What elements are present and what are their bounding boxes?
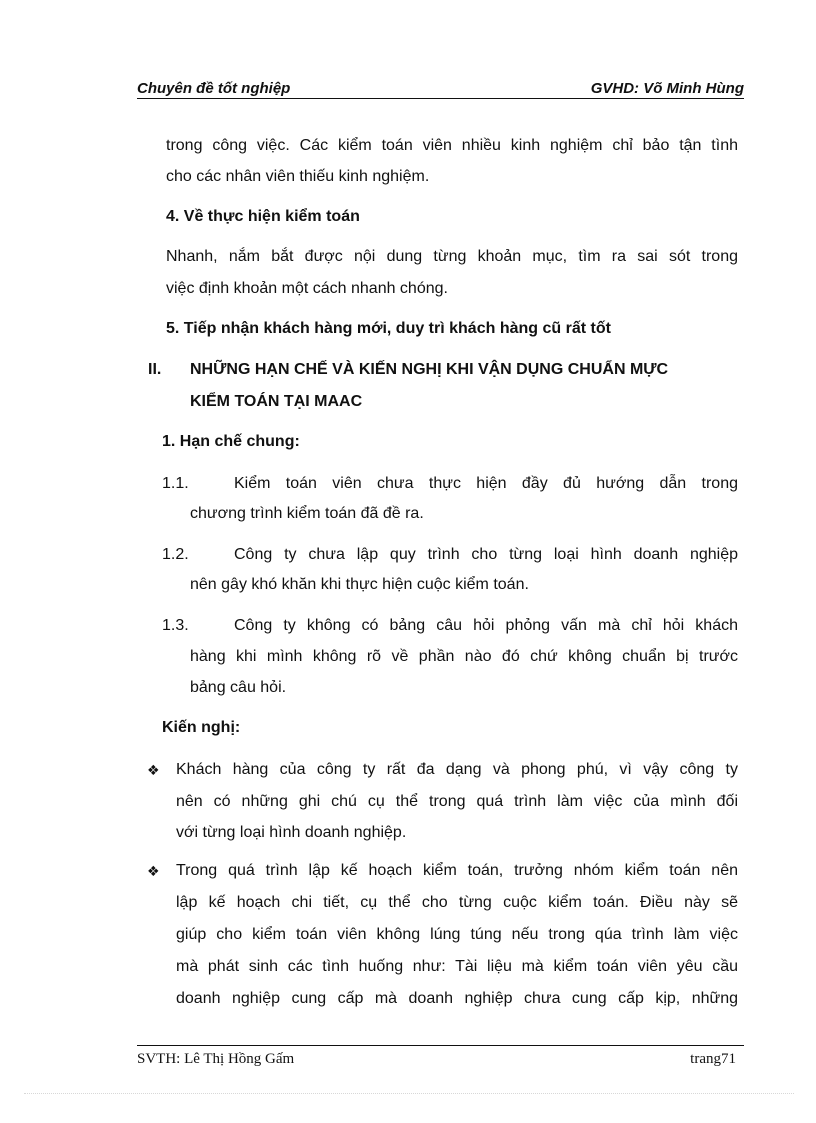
section-number: II. [148,361,162,378]
paragraph-line: trong công việc. Các kiểm toán viên nhiều kinh nghiệm chỉ bảo tận tình [166,137,738,154]
item-line: Công ty không có bảng câu hỏi phỏng vấn mà chỉ hỏi khách [234,617,738,634]
bullet-line: nên có những ghi chú cụ thể trong quá trình làm việc của mình đối [176,793,738,810]
bullet-line: với từng loại hình doanh nghiệp. [176,824,407,841]
bullet-line: Khách hàng của công ty rất đa dạng và phong phú, vì vậy công ty [176,761,738,778]
recommendations-heading: Kiến nghị: [162,719,241,736]
item-line: hàng khi mình không rõ về phần nào đó chứ không chuẩn bị trước [190,648,738,665]
paragraph-line: Nhanh, nắm bắt được nội dung từng khoản mục, tìm ra sai sót trong [166,248,738,265]
bullet-line: doanh nghiệp cung cấp mà doanh nghiệp chưa cung cấp kịp, những [176,990,738,1007]
section-heading: KIỂM TOÁN TẠI MAAC [190,393,363,410]
header-advisor: GVHD: Võ Minh Hùng [590,80,744,97]
page-number: trang71 [690,1051,736,1067]
page-header [137,79,744,99]
diamond-star-icon: ❖ [147,762,160,778]
subheading-4: 4. Về thực hiện kiểm toán [166,208,360,225]
footer-author: SVTH: Lê Thị Hồng Gấm [137,1051,295,1067]
item-line: Kiểm toán viên chưa thực hiện đầy đủ hướng dẫn trong [234,475,738,492]
page-footer [137,1045,744,1072]
bullet-line: Trong quá trình lập kế hoạch kiểm toán, trưởng nhóm kiểm toán nên [176,862,738,879]
subheading-5: 5. Tiếp nhận khách hàng mới, duy trì khách hàng cũ rất tốt [166,320,611,337]
item-line: Công ty chưa lập quy trình cho từng loại hình doanh nghiệp [234,546,738,563]
bullet-line: lập kế hoạch chi tiết, cụ thể cho từng cuộc kiểm toán. Điều này sẽ [176,894,738,911]
item-line: bảng câu hỏi. [190,679,287,696]
paragraph-line: cho các nhân viên thiếu kinh nghiệm. [166,168,430,185]
bullet-line: giúp cho kiểm toán viên không lúng túng nếu trong qúa trình làm việc [176,926,738,943]
subheading-1: 1. Hạn chế chung: [162,433,300,450]
diamond-star-icon: ❖ [147,863,160,879]
bullet-line: mà phát sinh các tình huống như: Tài liệu mà kiểm toán viên yêu cầu [176,958,738,975]
page-border-dotted [24,1093,794,1094]
section-heading: NHỮNG HẠN CHẾ VÀ KIẾN NGHỊ KHI VẬN DỤNG CHUẨN MỰC [190,361,669,378]
item-number: 1.2. [162,546,189,563]
item-number: 1.1. [162,475,189,492]
item-line: nên gây khó khăn khi thực hiện cuộc kiểm toán. [190,576,529,593]
item-number: 1.3. [162,617,189,634]
header-title: Chuyên đề tốt nghiệp [137,80,291,97]
item-line: chương trình kiểm toán đã đề ra. [190,505,424,522]
paragraph-line: việc định khoản một cách nhanh chóng. [166,280,448,297]
